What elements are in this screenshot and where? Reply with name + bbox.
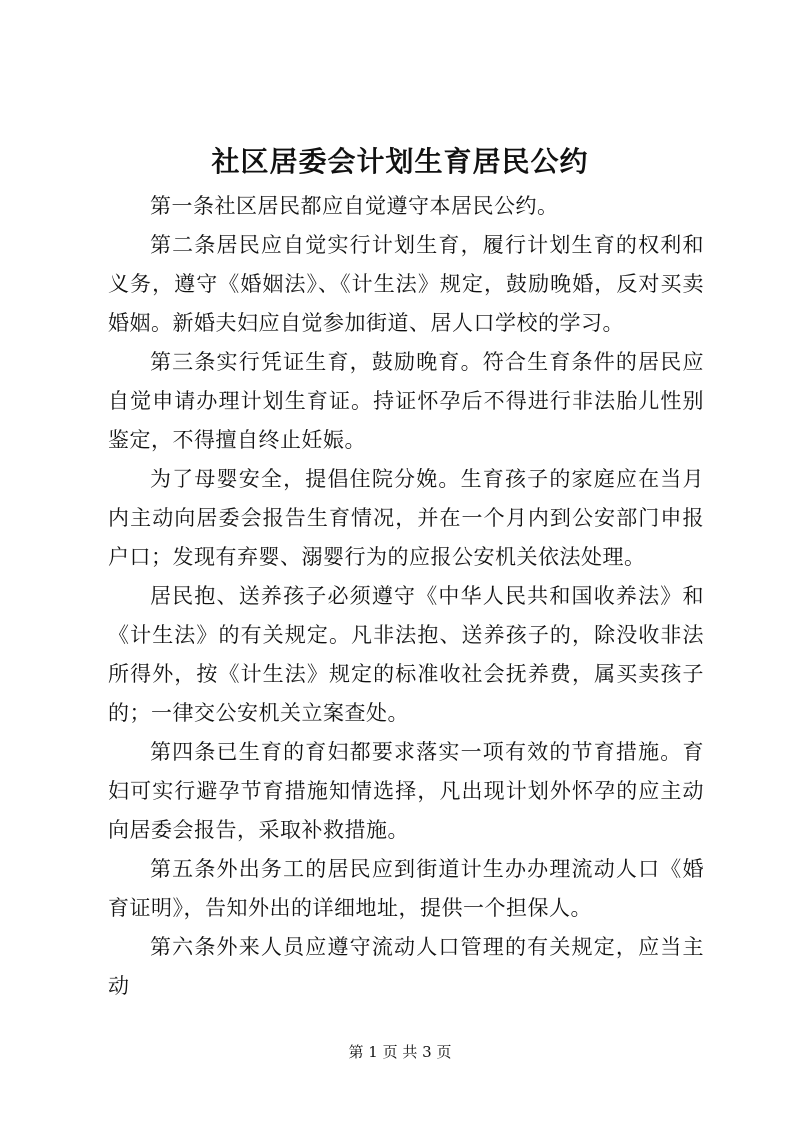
paragraph-adoption: 居民抱、送养孩子必须遵守《中华人民共和国收养法》和《计生法》的有关规定。凡非法抱、送养孩子的，除没收非法所得外，按《计生法》规定的标准收社会抚养费，属买卖孩子的；一律交公安机关立案查处。: [108, 584, 704, 725]
page-number-footer: 第 1 页 共 3 页: [348, 1043, 452, 1061]
paragraph-article-5: 第五条外出务工的居民应到街道计生办办理流动人口《婚育证明》，告知外出的详细地址，提供一个担保人。: [108, 857, 704, 920]
paragraph-article-6: 第六条外来人员应遵守流动人口管理的有关规定，应当主动: [108, 935, 704, 998]
paragraph-article-1: 第一条社区居民都应自觉遵守本居民公约。: [150, 194, 559, 218]
paragraph-article-3: 第三条实行凭证生育，鼓励晚育。符合生育条件的居民应自觉申请办理计划生育证。持证怀孕后不得进行非法胎儿性别鉴定，不得擅自终止妊娠。: [108, 350, 704, 452]
paragraph-maternal-safety: 为了母婴安全，提倡住院分娩。生育孩子的家庭应在当月内主动向居委会报告生育情况，并在一个月内到公安部门申报户口；发现有弃婴、溺婴行为的应报公安机关依法处理。: [108, 467, 704, 569]
document-body: [108, 187, 704, 1006]
paragraph-article-4: 第四条已生育的育妇都要求落实一项有效的节育措施。育妇可实行避孕节育措施知情选择，凡出现计划外怀孕的应主动向居委会报告，采取补救措施。: [108, 740, 704, 842]
paragraph-article-2: 第二条居民应自觉实行计划生育，履行计划生育的权利和义务，遵守《婚姻法》、《计生法》规定，鼓励晚婚，反对买卖婚姻。新婚夫妇应自觉参加街道、居人口学校的学习。: [108, 233, 704, 335]
page-title: 社区居委会计划生育居民公约: [211, 145, 589, 178]
